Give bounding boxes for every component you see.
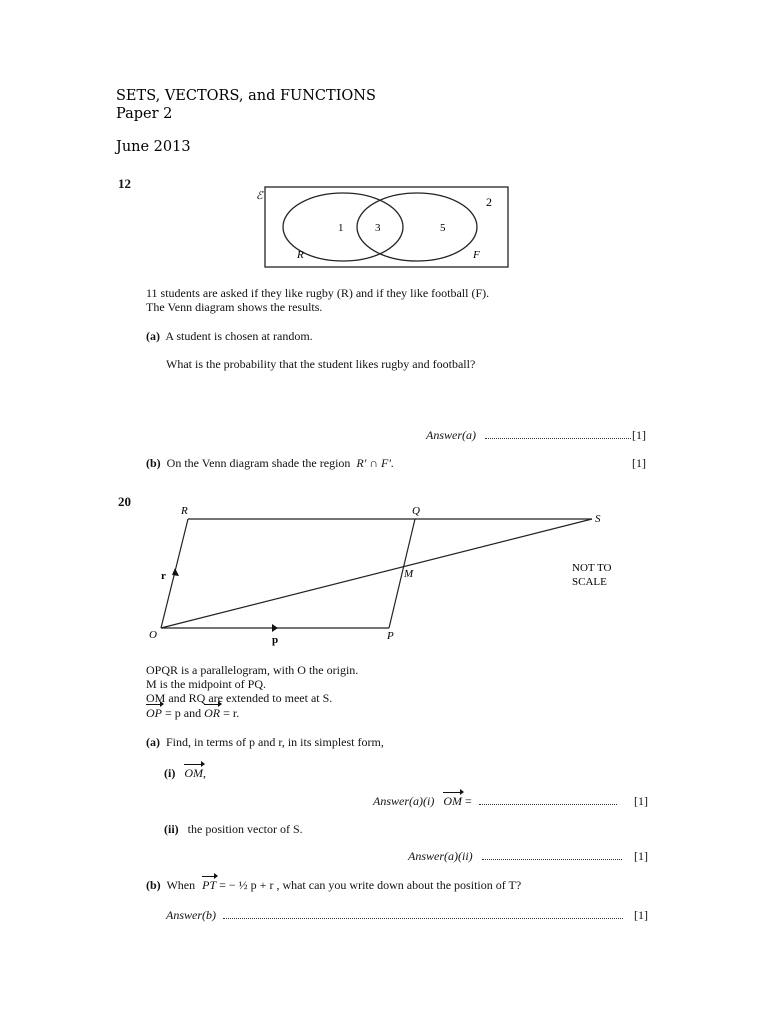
q12-part-b-text: On the Venn diagram shade the region xyxy=(166,456,351,470)
q12-part-a xyxy=(146,329,313,344)
q20-part-a-i-label: (i) xyxy=(164,766,176,780)
vector-om: OM xyxy=(184,766,203,780)
q20-answer-b-field[interactable] xyxy=(223,909,623,919)
q20-line1: OPQR is a parallelogram, with O the origin. xyxy=(146,663,359,677)
q20-part-b-start: When xyxy=(166,878,196,892)
q20-answer-b-row xyxy=(166,908,623,923)
label-m: M xyxy=(404,568,414,580)
q12-part-b-region: R′ ∩ F′. xyxy=(356,456,394,470)
q12-part-a-label: (a) xyxy=(146,329,160,343)
label-o: O xyxy=(149,629,157,641)
vector-op: OP xyxy=(146,706,162,720)
q12-part-a-question: What is the probability that the student likes rugby and football? xyxy=(166,357,476,371)
q20-line4 xyxy=(146,706,239,721)
not-to-scale-line2: SCALE xyxy=(572,576,607,588)
q20-part-a-ii-text: the position vector of S. xyxy=(187,822,303,836)
q20-answer-ai-field[interactable] xyxy=(479,795,617,805)
q12-part-b-label: (b) xyxy=(146,456,161,470)
label-r: R xyxy=(181,505,188,517)
q20-part-a-ii-marks: [1] xyxy=(634,849,648,863)
exam-date: June 2013 xyxy=(116,139,191,155)
q12-answer-a-label: Answer(a) xyxy=(426,428,476,442)
paper-number: Paper 2 xyxy=(116,106,173,122)
label-vector-p: p xyxy=(272,634,279,646)
q20-answer-ai-row: Answer(a)(i) OM = xyxy=(373,794,617,809)
q20-part-a-ii-label: (ii) xyxy=(164,822,179,836)
arrow-r-icon xyxy=(172,568,179,576)
venn-label-f: F xyxy=(473,249,480,261)
label-p: P xyxy=(387,630,394,642)
q20-part-b xyxy=(146,878,521,893)
q12-intro-line1: 11 students are asked if they like rugby (R) and if they like football (F). xyxy=(146,286,490,300)
label-q: Q xyxy=(412,505,420,517)
q20-part-b-label: (b) xyxy=(146,878,161,892)
q20-part-b-expr: = − ½ p + r , what can you write down about the position of T? xyxy=(219,878,522,892)
q12-part-b-marks: [1] xyxy=(632,456,646,470)
venn-label-r: R xyxy=(297,249,304,261)
q20-part-a-text: Find, in terms of p and r, in its simplest form, xyxy=(166,735,384,749)
venn-outside-value: 2 xyxy=(486,195,492,209)
line-os xyxy=(161,519,592,628)
q20-part-a-ii xyxy=(164,822,303,837)
arrow-p-icon xyxy=(272,624,278,632)
q20-answer-ai-label: Answer(a)(i) xyxy=(373,794,435,808)
venn-diagram[interactable] xyxy=(255,185,515,271)
q12-part-b xyxy=(146,456,394,471)
label-vector-r: r xyxy=(161,570,166,582)
document-title: SETS, VECTORS, and FUNCTIONS xyxy=(116,88,376,104)
q12-answer-a-field[interactable] xyxy=(485,429,631,439)
q20-part-a-i-marks: [1] xyxy=(634,794,648,808)
q20-line4-end: = r. xyxy=(223,706,240,720)
vector-or: OR xyxy=(204,706,221,720)
label-s: S xyxy=(595,513,601,525)
venn-r-only-value: 1 xyxy=(338,222,344,234)
not-to-scale-line1: NOT TO xyxy=(572,562,612,574)
q20-part-a-label: (a) xyxy=(146,735,160,749)
q12-intro-line2: The Venn diagram shows the results. xyxy=(146,300,323,314)
venn-intersection-value: 3 xyxy=(375,222,381,234)
q12-part-a-text: A student is chosen at random. xyxy=(165,329,313,343)
question-12-number: 12 xyxy=(118,176,131,191)
universal-set-label: ℰ xyxy=(256,190,263,202)
q20-answer-aii-label: Answer(a)(ii) xyxy=(408,849,473,863)
vector-pt: PT xyxy=(202,878,217,892)
venn-f-only-value: 5 xyxy=(440,222,446,234)
vector-om-answer: OM xyxy=(443,794,462,808)
parallelogram-diagram xyxy=(140,500,640,648)
q20-answer-b-label: Answer(b) xyxy=(166,908,216,922)
q12-part-a-marks: [1] xyxy=(632,428,646,442)
question-20-number: 20 xyxy=(118,494,131,509)
q20-part-a xyxy=(146,735,384,750)
q20-line4-mid: = p and xyxy=(165,706,202,720)
q20-answer-aii-field[interactable] xyxy=(482,850,622,860)
q20-part-b-marks: [1] xyxy=(634,908,648,922)
q20-line3: OM and RQ are extended to meet at S. xyxy=(146,691,333,705)
q20-answer-aii-row xyxy=(408,849,622,864)
q20-part-a-i: (i) OM, xyxy=(164,766,206,780)
q20-line2: M is the midpoint of PQ. xyxy=(146,677,267,691)
q12-answer-a-row xyxy=(426,428,631,443)
